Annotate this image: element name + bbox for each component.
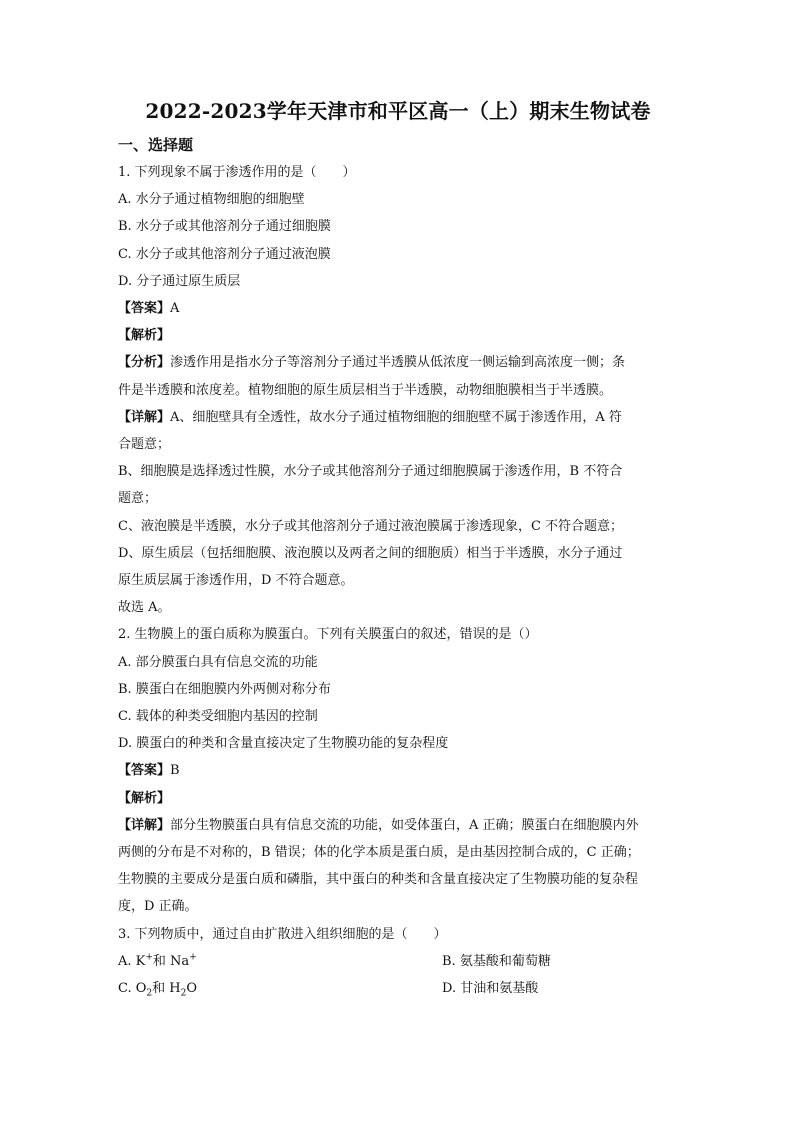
question-2-option-b: B. 膜蛋白在细胞膜内外两侧对称分布 [118,681,331,697]
detail-text: A、细胞壁具有全透性，故水分子通过植物细胞的细胞壁不属于渗透作用，A 符 [170,409,622,425]
question-1-detail-line-3: B、细胞膜是选择透过性膜，水分子或其他溶剂分子通过细胞膜属于渗透作用，B 不符合 [118,464,623,480]
question-2-option-d: D. 膜蛋白的种类和含量直接决定了生物膜功能的复杂程度 [118,736,449,752]
question-1-option-a: A. 水分子通过植物细胞的细胞壁 [118,192,305,208]
question-1 [118,159,678,621]
question-2-option-a: A. 部分膜蛋白具有信息交流的功能 [118,654,318,670]
question-1-detail-line-5: C、液泡膜是半透膜，水分子或其他溶剂分子通过液泡膜属于渗透现象，C 不符合题意； [118,518,624,534]
question-2-analysis-heading: 【解析】 [118,790,171,806]
question-2-detail-line-4: 度，D 正确。 [118,899,198,915]
question-2-detail-line-3: 生物膜的主要成分是蛋白质和磷脂，其中蛋白的种类和含量直接决定了生物膜功能的复杂程 [118,872,639,888]
answer-value: A [170,301,180,317]
document-page [118,96,678,1002]
question-1-stem: 1. 下列现象不属于渗透作用的是（ ） [118,165,356,180]
option-c-sub-1: 2 [146,988,153,999]
answer-value: B [170,763,180,779]
question-3-options-row-2 [118,975,678,1002]
question-3-stem: 3. 下列物质中，通过自由扩散进入组织细胞的是（ ） [118,926,447,942]
detail-text: 部分生物膜蛋白具有信息交流的功能，如受体蛋白，A 正确；膜蛋白在细胞膜内外 [170,817,639,833]
question-1-option-b: B. 水分子或其他溶剂分子通过细胞膜 [118,219,331,235]
detail-tag: 【详解】 [118,409,171,425]
question-1-detail-line-1 [118,404,678,431]
question-1-detail-line-2: 合题意； [118,437,171,453]
question-1-detail-line-4: 题意； [118,491,158,507]
answer-tag: 【答案】 [118,301,171,317]
answer-tag: 【答案】 [118,763,171,779]
option-a-mid: 和 Na [152,953,190,969]
option-a-sup-2: + [189,952,197,963]
question-1-option-d: D. 分子通过原生质层 [118,273,241,289]
question-3-option-d: D. 甘油和氨基酸 [442,981,539,997]
question-3-option-c [118,975,442,1002]
question-2 [118,621,678,920]
question-1-fenxi-line-2: 件是半透膜和浓度差。植物细胞的原生质层相当于半透膜，动物细胞膜相当于半透膜。 [118,382,613,398]
question-1-conclusion: 故选 A。 [118,600,171,616]
option-c-prefix: C. O [118,981,147,997]
detail-tag: 【详解】 [118,817,171,833]
question-2-stem: 2. 生物膜上的蛋白质称为膜蛋白。下列有关膜蛋白的叙述，错误的是（） [118,627,538,643]
question-2-detail-line-2: 两侧的分布是不对称的，B 错误；体的化学本质是蛋白质，是由基因控制合成的，C 正确； [118,845,640,861]
question-2-detail-line-1 [118,812,678,839]
option-c-suffix: O [186,981,198,997]
option-c-mid: 和 H [152,981,181,997]
document-title: 2022-2023学年天津市和平区高一（上）期末生物试卷 [145,99,651,123]
question-1-detail-line-6: D、原生质层（包括细胞膜、液泡膜以及两者之间的细胞质）相当于半透膜，水分子通过 [118,545,623,561]
question-1-fenxi-line-1 [118,349,678,376]
option-c-sub-2: 2 [180,988,187,999]
question-2-answer [118,757,678,784]
fenxi-text: 渗透作用是指水分子等溶剂分子通过半透膜从低浓度一侧运输到高浓度一侧；条 [170,355,626,371]
question-1-answer [118,295,678,322]
question-1-analysis-heading: 【解析】 [118,328,171,344]
question-3-options-row-1 [118,948,678,975]
question-3 [118,921,678,1003]
fenxi-tag: 【分析】 [118,355,171,371]
question-2-option-c: C. 载体的种类受细胞内基因的控制 [118,709,318,725]
question-1-detail-line-7: 原生质层属于渗透作用，D 不符合题意。 [118,573,354,589]
option-a-prefix: A. K [118,953,146,969]
question-1-option-c: C. 水分子或其他溶剂分子通过液泡膜 [118,246,331,262]
question-3-option-b: B. 氨基酸和葡萄糖 [442,953,551,969]
option-a-sup-1: + [145,952,153,963]
section-heading: 一、选择题 [118,136,194,154]
question-3-option-a [118,948,442,975]
